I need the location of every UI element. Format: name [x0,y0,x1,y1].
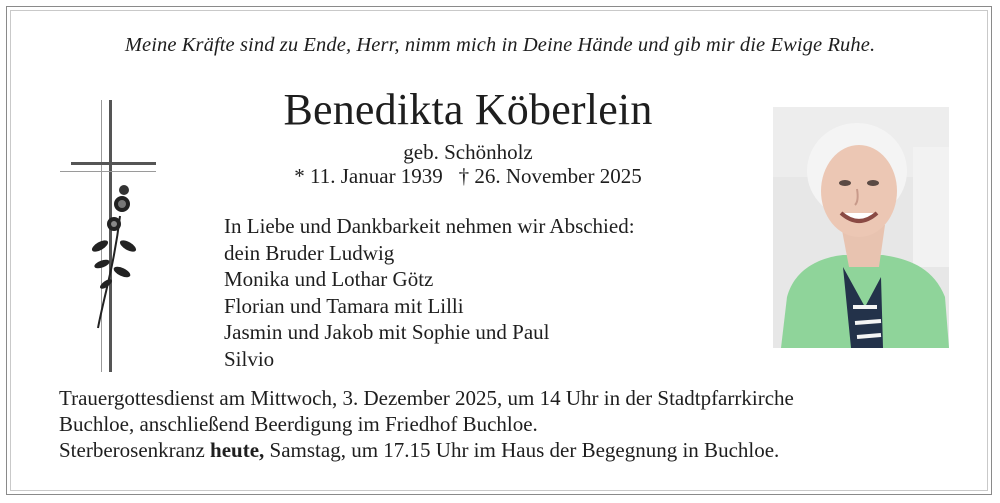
rosary-line [59,437,794,463]
rosary-prefix: Sterberosenkranz [59,438,211,462]
maiden-name: geb. Schönholz [403,140,533,164]
rosary-details: Samstag, um 17.15 Uhr im Haus der Begegnung in Buchloe. [264,438,780,462]
life-dates [200,164,736,189]
mourners-intro: In Liebe und Dankbarkeit nehmen wir Abschied: [224,214,635,238]
service-line: Buchloe, anschließend Beerdigung im Friedhof Buchloe. [59,412,538,436]
death-date: † 26. November 2025 [458,164,642,188]
mourner-line: Jasmin und Jakob mit Sophie und Paul [224,320,550,344]
mourners-block [224,213,635,372]
service-line: Trauergottesdienst am Mittwoch, 3. Dezember 2025, um 14 Uhr in der Stadtpfarrkirche [59,386,794,410]
mourner-line: Florian und Tamara mit Lilli [224,293,464,318]
mourner-line: Silvio [224,346,275,371]
portrait-photo [773,107,949,348]
mourner-line: dein Bruder Ludwig [224,240,395,265]
funeral-service-info [59,385,794,463]
rosary-today: heute, [210,438,265,462]
deceased-name: Benedikta Köberlein [283,85,653,134]
cross-with-rose-icon [56,96,166,376]
birth-date: * 11. Januar 1939 [294,164,443,188]
verse-line: Meine Kräfte sind zu Ende, Herr, nimm mich in Deine Hände und gib mir die Ewige Ruhe. [124,34,876,56]
mourner-line: Monika und Lothar Götz [224,267,434,291]
